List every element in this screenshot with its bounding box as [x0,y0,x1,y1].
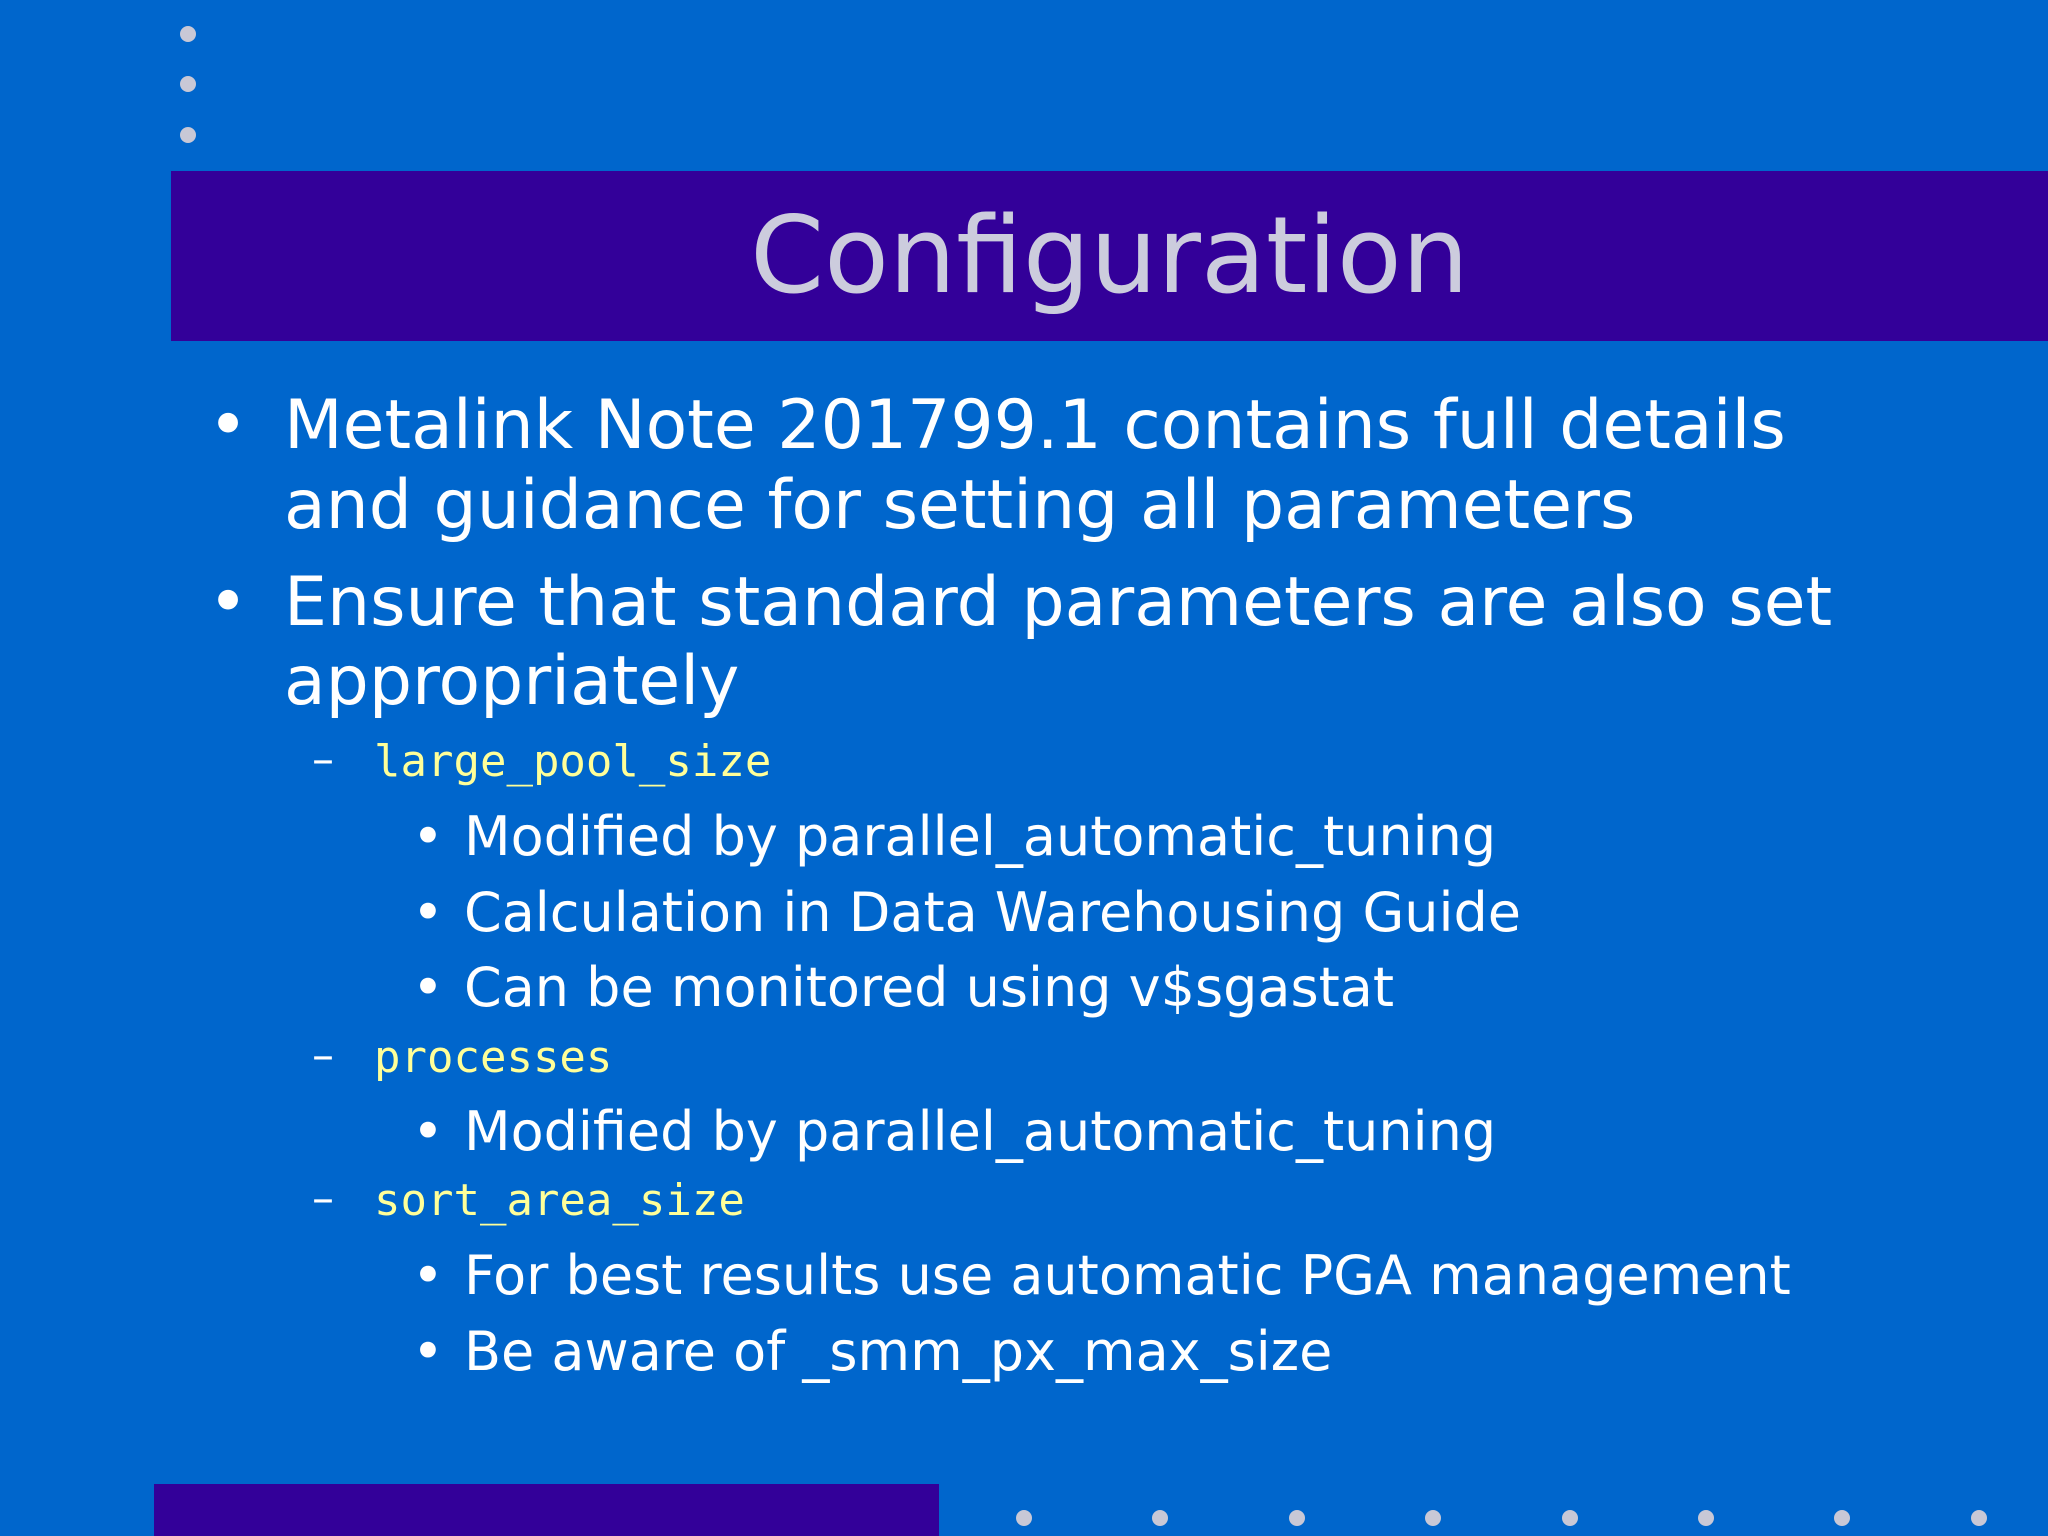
decor-dot [1016,1510,1032,1526]
sub-bullet-marker: • [412,805,444,868]
sub-bullet-marker: • [412,881,444,944]
decor-dot [1971,1510,1987,1526]
sub-bullet-marker: • [412,956,444,1019]
dash-marker: – [312,734,334,785]
parameter-name: large_pool_size [374,736,772,787]
decor-dot [180,26,196,42]
footer-band [154,1484,939,1536]
sub-bullet-marker: • [412,1320,444,1383]
decor-dot [180,127,196,143]
decor-dot [1698,1510,1714,1526]
note-text: Be aware of _smm_px_max_size [464,1320,1333,1383]
decor-dot [1289,1510,1305,1526]
bullet-text: appropriately [284,642,740,721]
parameter-name: sort_area_size [374,1175,745,1226]
bullet-text: Ensure that standard parameters are also set [284,563,1833,642]
bullet-text: Metalink Note 201799.1 contains full details [284,386,1786,465]
decor-dot [1562,1510,1578,1526]
decor-dot [1425,1510,1441,1526]
parameter-name: processes [374,1032,613,1083]
note-text: Modified by parallel_automatic_tuning [464,1100,1497,1163]
dash-marker: – [312,1173,334,1224]
slide-title: Configuration [750,194,1469,317]
note-text: For best results use automatic PGA management [464,1244,1791,1307]
decor-dot [1834,1510,1850,1526]
bullet-marker: • [208,563,249,642]
sub-bullet-marker: • [412,1100,444,1163]
note-text: Can be monitored using v$sgastat [464,956,1395,1019]
sub-bullet-marker: • [412,1244,444,1307]
decor-dot [1152,1510,1168,1526]
bullet-text: and guidance for setting all parameters [284,466,1636,545]
note-text: Calculation in Data Warehousing Guide [464,881,1522,944]
note-text: Modified by parallel_automatic_tuning [464,805,1497,868]
dash-marker: – [312,1030,334,1081]
decor-dot [180,76,196,92]
bullet-marker: • [208,386,249,465]
